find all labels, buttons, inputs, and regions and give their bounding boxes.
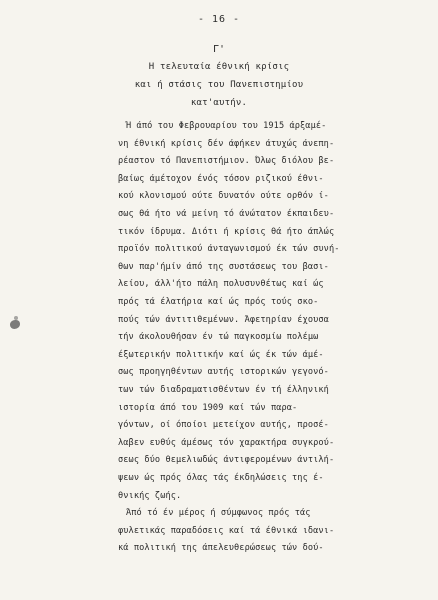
heading-line-2: και ή στάσις του Πανεπιστημίου bbox=[134, 80, 304, 90]
body-line: σως θά ήτο νά μείνη τό άνώτατον έκπαιδευ- bbox=[118, 209, 335, 219]
body-line: έξωτερικήν πολιτικήν καί ώς έκ τών άμέ- bbox=[118, 349, 324, 360]
body-line: θων παρ'ήμίν άπό της συστάσεως του βασι- bbox=[118, 261, 329, 272]
body-line: κά πολιτική της άπελευθερώσεως τών δού- bbox=[118, 543, 324, 554]
body-line: σως προηγηθέντων αυτής ιστορικών γεγονό- bbox=[118, 367, 329, 378]
body-line: σεως δύο θεμελιωδώς άντιφερομένων άντιλή- bbox=[118, 455, 335, 466]
body-line: ψεων ώς πρός όλας τάς έκδηλώσεις της έ- bbox=[118, 473, 324, 483]
page-number: - 16 - bbox=[197, 14, 241, 25]
body-line: πούς τών άντιτιθεμένων. Άφετηρίαν έχουσα bbox=[118, 314, 329, 325]
body-line: ιστορία άπό του 1909 καί τών παρα- bbox=[118, 402, 298, 413]
body-line: των τών διαδραματισθέντων έν τή έλληνική bbox=[118, 385, 329, 395]
ink-stain-speck bbox=[14, 316, 18, 320]
body-line: ρέαστον τό Πανεπιστήμιον. Όλως διόλου βε- bbox=[118, 156, 335, 167]
body-line: λείου, άλλ'ήτο πάλη πολυσυνθέτως καί ώς bbox=[118, 279, 324, 290]
body-line: νη έθνική κρίσις δέν άφήκεν άτυχώς άνεπη- bbox=[118, 138, 335, 149]
body-line: Ή άπό του Φεβρουαρίου του 1915 άρξαμέ- bbox=[126, 121, 327, 131]
body-line: λαβεν ευθύς άμέσως τόν χαρακτήρα συγκρού- bbox=[118, 437, 335, 448]
body-line: προϊόν πολιτικού άνταγωνισμού έκ τών συνή- bbox=[118, 244, 340, 255]
body-line: Άπό τό έν μέρος ή σύμφωνος πρός τάς bbox=[126, 508, 311, 519]
body-line: τήν άκολουθήσαν έν τώ παγκοσμίω πολέμω bbox=[118, 332, 319, 343]
section-letter: Γ' bbox=[212, 44, 226, 55]
body-line: φυλετικάς παραδόσεις καί τά έθνικά ιδανι- bbox=[118, 525, 335, 536]
ink-stain bbox=[10, 320, 20, 329]
body-line: κού κλονισμού ούτε δυνατόν ούτε ορθόν ί- bbox=[118, 191, 329, 202]
body-line: βαίως άμέτοχον ένός τόσον ριζικού έθνι- bbox=[118, 173, 324, 184]
body-line: θνικής ζωής. bbox=[118, 490, 182, 501]
body-line: τικόν ίδρυμα. Διότι ή κρίσις θά ήτο άπλώς bbox=[118, 226, 335, 237]
body-line: γόντων, οί όποίοι μετείχον αυτής, προσέ- bbox=[118, 420, 329, 431]
heading-line-3: κατ'αυτήν. bbox=[190, 98, 248, 108]
body-line: πρός τά έλατήρια καί ώς πρός τούς σκο- bbox=[118, 297, 319, 307]
heading-line-1: Η τελευταία έθνική κρίσις bbox=[148, 62, 290, 72]
